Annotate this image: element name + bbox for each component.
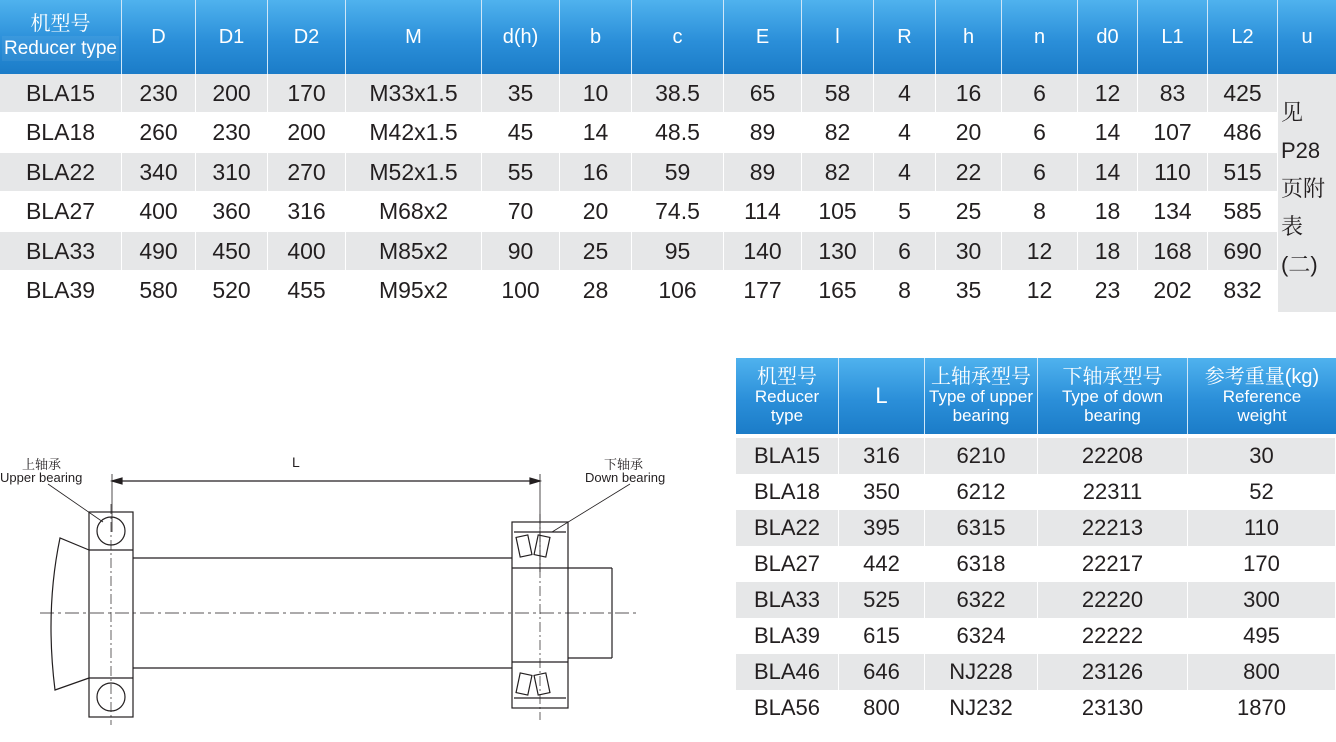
- table-row: [736, 654, 1336, 690]
- row-value-cell: 800: [1188, 654, 1336, 690]
- row-model-cell: BLA18: [736, 474, 839, 510]
- row-value-cell: NJ228: [925, 654, 1038, 690]
- th-col-4: d(h): [482, 0, 560, 74]
- row-value-cell: 22220: [1038, 582, 1188, 618]
- row-model-cell: BLA46: [736, 654, 839, 690]
- u-note-line: 见: [1281, 100, 1304, 125]
- row-value-cell: 16: [936, 74, 1002, 112]
- row-value-cell: 260: [122, 114, 196, 152]
- row-value-cell: 6324: [925, 618, 1038, 654]
- dimension-table: [0, 0, 1336, 312]
- row-value-cell: 38.5: [632, 74, 724, 112]
- row-value-cell: 45: [482, 114, 560, 152]
- row-value-cell: 20: [936, 114, 1002, 152]
- th-col-1: D1: [196, 0, 268, 74]
- row-model-cell: BLA33: [0, 232, 122, 270]
- row-model-cell: BLA22: [0, 153, 122, 191]
- bh-upper: [925, 358, 1038, 434]
- bh-down-cn: 下轴承型号: [1062, 366, 1163, 389]
- row-value-cell: 83: [1138, 74, 1208, 112]
- row-value-cell: 90: [482, 232, 560, 270]
- row-value-cell: 490: [122, 232, 196, 270]
- th-col-5: b: [560, 0, 632, 74]
- row-value-cell: 20: [560, 193, 632, 231]
- table-row: [0, 114, 1278, 152]
- table-row: [0, 153, 1278, 191]
- row-value-cell: 425: [1208, 74, 1278, 112]
- u-note-line: (二): [1281, 252, 1318, 277]
- table-row: [736, 438, 1336, 474]
- th-reducer-type-cn: 机型号: [30, 12, 91, 35]
- row-value-cell: 5: [874, 193, 936, 231]
- row-value-cell: 200: [196, 74, 268, 112]
- row-value-cell: 230: [122, 74, 196, 112]
- row-value-cell: 202: [1138, 272, 1208, 310]
- u-column-note: [1278, 74, 1336, 312]
- row-value-cell: 30: [1188, 438, 1336, 474]
- bearing-table: [736, 358, 1336, 728]
- row-value-cell: 400: [122, 193, 196, 231]
- row-value-cell: 140: [724, 232, 802, 270]
- row-value-cell: 70: [482, 193, 560, 231]
- th-reducer-type-en: Reducer type: [2, 36, 119, 62]
- table-row: [736, 618, 1336, 654]
- bh-down-en1: Type of down: [1061, 387, 1164, 407]
- row-value-cell: 690: [1208, 232, 1278, 270]
- row-value-cell: 22222: [1038, 618, 1188, 654]
- table-row: [0, 193, 1278, 231]
- row-value-cell: 23130: [1038, 690, 1188, 726]
- row-value-cell: 580: [122, 272, 196, 310]
- row-value-cell: 486: [1208, 114, 1278, 152]
- row-model-cell: BLA15: [736, 438, 839, 474]
- row-value-cell: 25: [560, 232, 632, 270]
- row-model-cell: BLA27: [0, 193, 122, 231]
- row-value-cell: 168: [1138, 232, 1208, 270]
- row-value-cell: 177: [724, 272, 802, 310]
- row-value-cell: 316: [839, 438, 925, 474]
- row-value-cell: 832: [1208, 272, 1278, 310]
- row-model-cell: BLA15: [0, 74, 122, 112]
- bh-weight-en2: weight: [1237, 406, 1287, 425]
- row-value-cell: 14: [560, 114, 632, 152]
- row-value-cell: 270: [268, 153, 346, 191]
- th-col-3: M: [346, 0, 482, 74]
- row-value-cell: 114: [724, 193, 802, 231]
- row-value-cell: 110: [1188, 510, 1336, 546]
- th-col-8: l: [802, 0, 874, 74]
- table-row: [736, 582, 1336, 618]
- row-value-cell: 350: [839, 474, 925, 510]
- row-value-cell: 4: [874, 114, 936, 152]
- bh-model-en1: Reducer: [754, 387, 820, 407]
- table-row: [736, 474, 1336, 510]
- table-row: [0, 232, 1278, 270]
- table-row: [736, 690, 1336, 726]
- row-model-cell: BLA33: [736, 582, 839, 618]
- table-row: [736, 546, 1336, 582]
- row-value-cell: NJ232: [925, 690, 1038, 726]
- u-note-line: 表: [1281, 214, 1304, 239]
- row-value-cell: 95: [632, 232, 724, 270]
- upper-bearing-label-cn: 上轴承: [22, 457, 62, 472]
- row-value-cell: 4: [874, 74, 936, 112]
- row-value-cell: 106: [632, 272, 724, 310]
- row-value-cell: 14: [1078, 153, 1138, 191]
- row-value-cell: 170: [1188, 546, 1336, 582]
- row-value-cell: 360: [196, 193, 268, 231]
- row-value-cell: M52x1.5: [346, 153, 482, 191]
- bh-down: [1038, 358, 1188, 434]
- row-value-cell: 455: [268, 272, 346, 310]
- row-value-cell: 400: [268, 232, 346, 270]
- row-value-cell: 6318: [925, 546, 1038, 582]
- row-value-cell: 300: [1188, 582, 1336, 618]
- row-value-cell: 520: [196, 272, 268, 310]
- row-value-cell: 450: [196, 232, 268, 270]
- th-col-7: E: [724, 0, 802, 74]
- row-value-cell: 52: [1188, 474, 1336, 510]
- row-value-cell: 22213: [1038, 510, 1188, 546]
- row-value-cell: 615: [839, 618, 925, 654]
- u-note-line: 页附: [1281, 176, 1326, 201]
- row-value-cell: M33x1.5: [346, 74, 482, 112]
- th-col-0: D: [122, 0, 196, 74]
- row-value-cell: M42x1.5: [346, 114, 482, 152]
- row-value-cell: 310: [196, 153, 268, 191]
- row-value-cell: 6: [1002, 153, 1078, 191]
- bh-model: [736, 358, 839, 434]
- row-model-cell: BLA39: [0, 272, 122, 310]
- row-value-cell: 10: [560, 74, 632, 112]
- bh-weight: [1188, 358, 1336, 434]
- down-bearing-label-cn: 下轴承: [604, 457, 644, 472]
- row-value-cell: 22217: [1038, 546, 1188, 582]
- row-value-cell: 12: [1002, 272, 1078, 310]
- row-value-cell: 35: [482, 74, 560, 112]
- row-value-cell: 25: [936, 193, 1002, 231]
- shaft-break-left: [51, 538, 89, 690]
- row-value-cell: 585: [1208, 193, 1278, 231]
- row-value-cell: 1870: [1188, 690, 1336, 726]
- th-col-2: D2: [268, 0, 346, 74]
- th-col-12: d0: [1078, 0, 1138, 74]
- row-value-cell: 200: [268, 114, 346, 152]
- bh-l: [839, 358, 925, 434]
- row-value-cell: 230: [196, 114, 268, 152]
- row-value-cell: 800: [839, 690, 925, 726]
- row-value-cell: 89: [724, 114, 802, 152]
- row-value-cell: 6322: [925, 582, 1038, 618]
- row-value-cell: 8: [874, 272, 936, 310]
- th-col-15: u: [1301, 25, 1313, 48]
- th-col-6: c: [632, 0, 724, 74]
- row-value-cell: 55: [482, 153, 560, 191]
- row-value-cell: 6212: [925, 474, 1038, 510]
- row-value-cell: 8: [1002, 193, 1078, 231]
- row-value-cell: 107: [1138, 114, 1208, 152]
- row-value-cell: 18: [1078, 232, 1138, 270]
- length-label: L: [292, 454, 300, 470]
- row-value-cell: 4: [874, 153, 936, 191]
- th-col-14: L2: [1208, 0, 1278, 74]
- upper-bearing-label-en: Upper bearing: [0, 470, 83, 485]
- row-value-cell: M85x2: [346, 232, 482, 270]
- down-bearing-label-en: Down bearing: [585, 470, 666, 485]
- bh-upper-en1: Type of upper: [929, 387, 1033, 407]
- table-row: [736, 510, 1336, 546]
- th-col-13: L1: [1138, 0, 1208, 74]
- row-value-cell: 28: [560, 272, 632, 310]
- shaft-drawing: [0, 440, 720, 740]
- row-value-cell: 340: [122, 153, 196, 191]
- row-value-cell: 165: [802, 272, 874, 310]
- row-model-cell: BLA18: [0, 114, 122, 152]
- bh-down-en2: bearing: [1084, 406, 1141, 425]
- row-value-cell: 646: [839, 654, 925, 690]
- row-model-cell: BLA56: [736, 690, 839, 726]
- row-value-cell: 6315: [925, 510, 1038, 546]
- shaft-bearing-diagram: [0, 440, 720, 740]
- row-value-cell: 22208: [1038, 438, 1188, 474]
- th-reducer-type: [0, 0, 122, 74]
- row-value-cell: 58: [802, 74, 874, 112]
- u-note-line: P28: [1281, 138, 1321, 163]
- row-value-cell: 6: [1002, 74, 1078, 112]
- th-col-9: R: [874, 0, 936, 74]
- bh-weight-cn: 参考重量(kg): [1204, 366, 1320, 389]
- table-row: [0, 74, 1278, 112]
- row-value-cell: 110: [1138, 153, 1208, 191]
- row-value-cell: 105: [802, 193, 874, 231]
- bh-model-en2: type: [770, 406, 804, 425]
- row-value-cell: 82: [802, 153, 874, 191]
- row-value-cell: 525: [839, 582, 925, 618]
- bh-l-label: L: [875, 382, 888, 408]
- row-model-cell: BLA39: [736, 618, 839, 654]
- row-value-cell: 134: [1138, 193, 1208, 231]
- row-value-cell: 23: [1078, 272, 1138, 310]
- row-value-cell: 48.5: [632, 114, 724, 152]
- row-value-cell: 30: [936, 232, 1002, 270]
- row-value-cell: 100: [482, 272, 560, 310]
- table-row: [0, 272, 1278, 310]
- row-value-cell: M95x2: [346, 272, 482, 310]
- bh-upper-cn: 上轴承型号: [931, 366, 1031, 389]
- row-value-cell: 495: [1188, 618, 1336, 654]
- bh-weight-en1: Reference: [1222, 387, 1302, 407]
- row-value-cell: 6210: [925, 438, 1038, 474]
- row-value-cell: 6: [1002, 114, 1078, 152]
- row-value-cell: 82: [802, 114, 874, 152]
- row-value-cell: 515: [1208, 153, 1278, 191]
- row-value-cell: 74.5: [632, 193, 724, 231]
- row-value-cell: 442: [839, 546, 925, 582]
- row-value-cell: 12: [1078, 74, 1138, 112]
- row-value-cell: 22: [936, 153, 1002, 191]
- row-value-cell: 65: [724, 74, 802, 112]
- th-col-11: n: [1002, 0, 1078, 74]
- row-model-cell: BLA22: [736, 510, 839, 546]
- bh-model-cn: 机型号: [757, 366, 817, 389]
- row-value-cell: 12: [1002, 232, 1078, 270]
- row-value-cell: 23126: [1038, 654, 1188, 690]
- row-value-cell: 130: [802, 232, 874, 270]
- row-value-cell: 89: [724, 153, 802, 191]
- row-value-cell: 59: [632, 153, 724, 191]
- row-value-cell: 395: [839, 510, 925, 546]
- row-value-cell: 16: [560, 153, 632, 191]
- row-model-cell: BLA27: [736, 546, 839, 582]
- row-value-cell: 22311: [1038, 474, 1188, 510]
- row-value-cell: 170: [268, 74, 346, 112]
- row-value-cell: 35: [936, 272, 1002, 310]
- row-value-cell: 6: [874, 232, 936, 270]
- row-value-cell: 14: [1078, 114, 1138, 152]
- row-value-cell: 316: [268, 193, 346, 231]
- row-value-cell: M68x2: [346, 193, 482, 231]
- th-col-10: h: [936, 0, 1002, 74]
- bh-upper-en2: bearing: [952, 406, 1010, 425]
- row-value-cell: 18: [1078, 193, 1138, 231]
